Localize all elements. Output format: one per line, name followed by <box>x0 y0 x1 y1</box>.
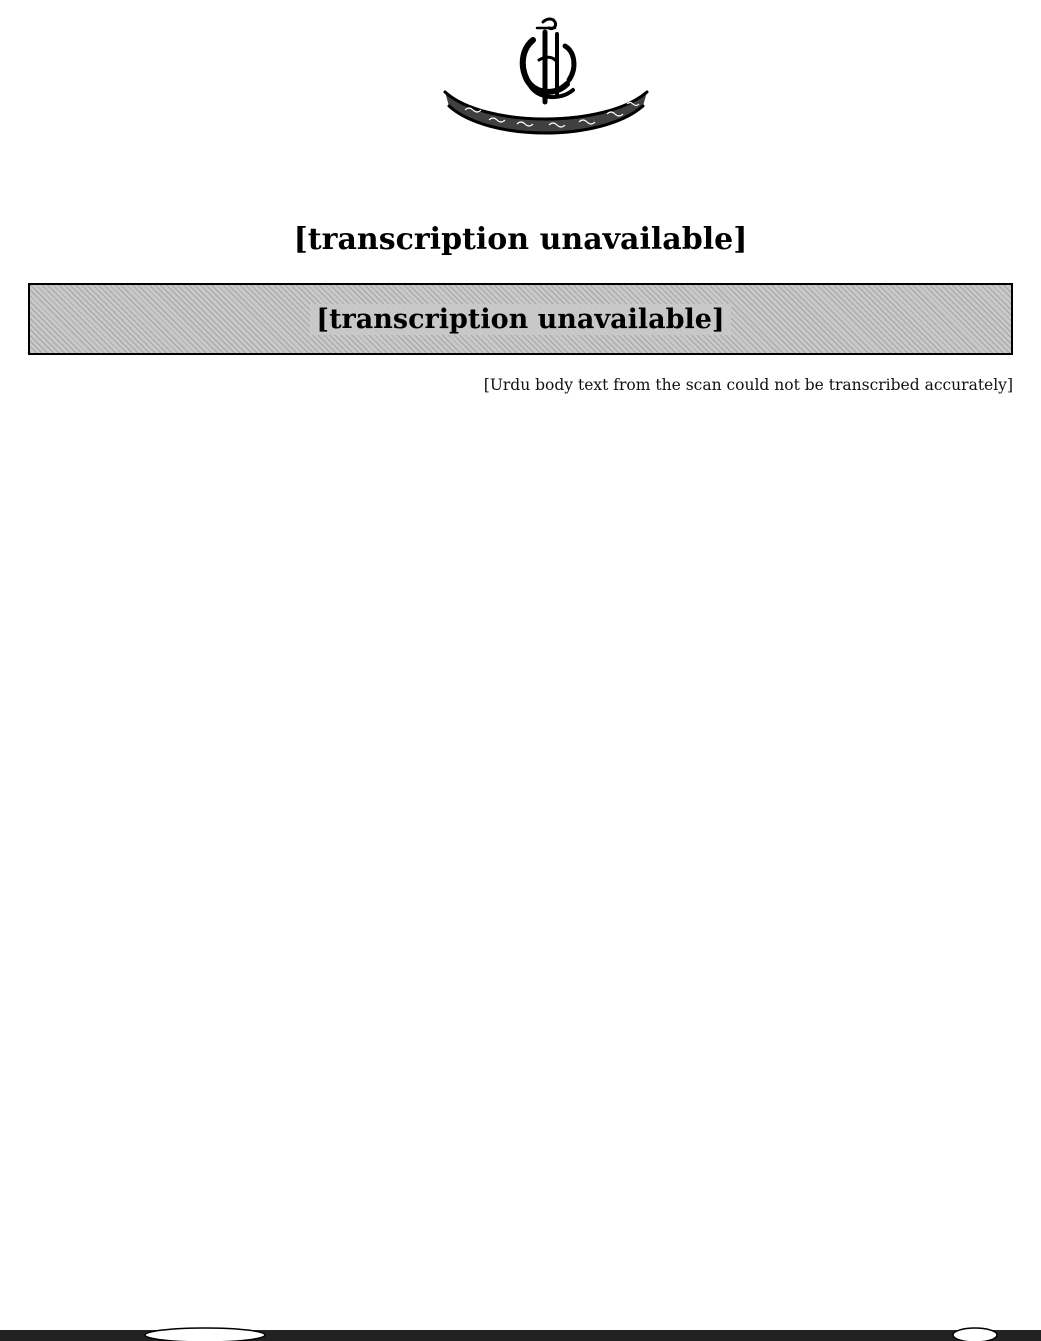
headline-banner <box>28 283 1013 355</box>
article-paragraph: [Urdu body text from the scan could not be transcribed accurately] <box>483 376 1013 394</box>
footer-ornament-icon <box>0 1326 1041 1341</box>
article-body <box>28 372 1013 1322</box>
headline-text: [transcription unavailable] <box>310 304 730 335</box>
calligraphy-emblem-icon <box>425 10 665 150</box>
date-heading: [transcription unavailable] <box>293 222 748 257</box>
